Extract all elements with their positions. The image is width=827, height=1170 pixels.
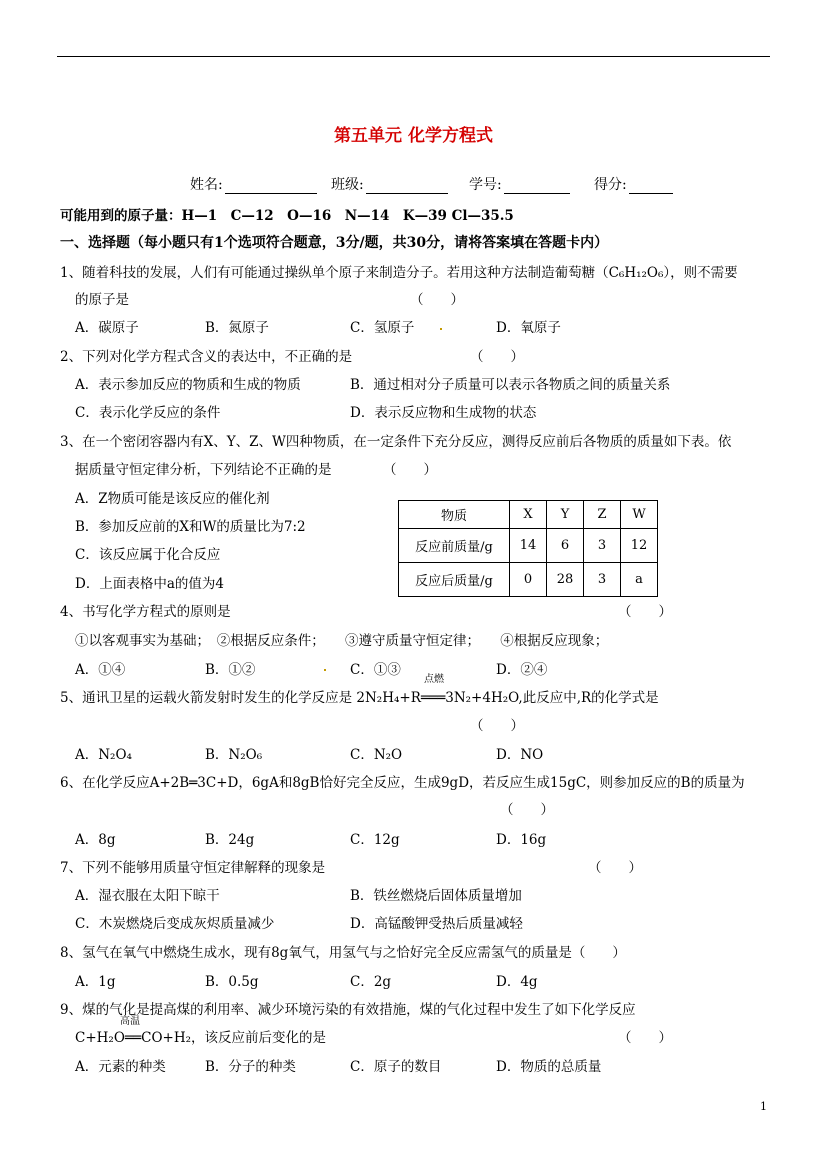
table-cell: 反应前质量/g — [399, 529, 510, 563]
q8-option-d[interactable]: D．4g — [496, 974, 538, 990]
page-title: 第五单元 化学方程式 — [334, 126, 493, 146]
table-cell: 12 — [621, 529, 658, 563]
table-header-cell: Z — [584, 501, 621, 529]
class-field[interactable] — [331, 174, 448, 194]
q1-option-b[interactable]: B．氮原子 — [205, 320, 269, 336]
q5-option-a[interactable]: A．N₂O₄ — [75, 747, 132, 763]
q3-stem-line1: 3、在一个密闭容器内有X、Y、Z、W四种物质，在一定条件下充分反应，测得反应前后各物质的质量如下表。依 — [60, 434, 732, 450]
q8-option-c[interactable]: C．2g — [350, 974, 392, 990]
table-header-cell: Y — [547, 501, 584, 529]
q3-stem-line2: 据质量守恒定律分析，下列结论不正确的是 — [75, 462, 332, 478]
q4-answer-paren[interactable]: （ ） — [618, 604, 672, 620]
section-heading: 一、选择题（每小题只有1个选项符合题意，3分/题，共30分，请将答案填在答题卡内） — [60, 235, 609, 251]
q6-answer-paren[interactable]: （ ） — [500, 802, 554, 818]
q6-option-d[interactable]: D．16g — [496, 832, 547, 848]
score-blank[interactable] — [629, 178, 673, 194]
q5-option-c[interactable]: C．N₂O — [350, 747, 403, 763]
table-cell: 3 — [584, 563, 621, 597]
table-cell: 3 — [584, 529, 621, 563]
table-header-cell: X — [510, 501, 547, 529]
q1-answer-paren[interactable]: （ ） — [410, 292, 464, 308]
q4-option-d[interactable]: D．②④ — [496, 662, 548, 678]
q1-option-d[interactable]: D．氧原子 — [496, 320, 561, 336]
header-rule — [57, 56, 770, 57]
table-cell: 6 — [547, 529, 584, 563]
q6-option-a[interactable]: A．8g — [75, 832, 116, 848]
q4-stem: 4、书写化学方程式的原则是 — [60, 604, 231, 620]
mass-table — [398, 500, 658, 597]
name-field[interactable] — [190, 174, 317, 194]
q7-answer-paren[interactable]: （ ） — [588, 860, 642, 876]
table-cell: 14 — [510, 529, 547, 563]
q3-option-d[interactable]: D．上面表格中a的值为4 — [75, 576, 224, 592]
q8-option-b[interactable]: B．0.5g — [205, 974, 259, 990]
q3-option-b[interactable]: B．参加反应前的X和W的质量比为7:2 — [75, 519, 306, 535]
table-header-row — [399, 501, 658, 529]
q9-option-d[interactable]: D．物质的总质量 — [496, 1059, 602, 1075]
q3-answer-paren[interactable]: （ ） — [383, 462, 437, 478]
q4-option-b[interactable]: B．①② — [205, 662, 256, 678]
q2-option-a[interactable]: A．表示参加反应的物质和生成的物质 — [75, 377, 301, 393]
q7-stem: 7、下列不能够用质量守恒定律解释的现象是 — [60, 860, 326, 876]
q1-option-a[interactable]: A．碳原子 — [75, 320, 139, 336]
q2-option-c[interactable]: C．表示化学反应的条件 — [75, 405, 221, 421]
q1-stem-line2: 的原子是 — [75, 292, 129, 308]
q6-stem: 6、在化学反应A+2B═3C+D，6gA和8gB恰好完全反应，生成9gD，若反应生成15gC，则参加反应的B的质量为 — [60, 775, 745, 791]
id-blank[interactable] — [504, 178, 570, 194]
q6-option-c[interactable]: C．12g — [350, 832, 400, 848]
atomic-masses: 可能用到的原子量：H—1 C—12 O—16 N—14 K—39 Cl—35.5 — [60, 208, 514, 224]
q3-option-c[interactable]: C．该反应属于化合反应 — [75, 547, 221, 563]
table-row — [399, 529, 658, 563]
q1-option-c[interactable]: C．氢原子 — [350, 320, 415, 336]
score-field[interactable] — [594, 174, 673, 194]
q8-option-a[interactable]: A．1g — [75, 974, 116, 990]
id-field[interactable] — [469, 174, 570, 194]
table-cell: 28 — [547, 563, 584, 597]
q3-option-a[interactable]: A．Z物质可能是该反应的催化剂 — [75, 491, 270, 507]
class-blank[interactable] — [366, 178, 448, 194]
q9-option-c[interactable]: C．原子的数目 — [350, 1059, 442, 1075]
table-cell: 反应后质量/g — [399, 563, 510, 597]
table-header-cell: 物质 — [399, 501, 510, 529]
speck-mark — [324, 669, 326, 671]
q5-answer-paren[interactable]: （ ） — [470, 718, 524, 734]
id-label: 学号: — [469, 177, 502, 193]
q2-option-d[interactable]: D．表示反应物和生成物的状态 — [350, 405, 537, 421]
q5-option-d[interactable]: D．NO — [496, 747, 544, 763]
q2-stem: 2、下列对化学方程式含义的表达中，不正确的是 — [60, 349, 353, 365]
q7-option-d[interactable]: D．高锰酸钾受热后质量减轻 — [350, 916, 523, 932]
class-label: 班级: — [331, 177, 364, 193]
q7-option-b[interactable]: B．铁丝燃烧后固体质量增加 — [350, 888, 522, 904]
q4-option-c[interactable]: C．①③ — [350, 662, 401, 678]
q6-option-b[interactable]: B．24g — [205, 832, 255, 848]
q7-option-a[interactable]: A．湿衣服在太阳下晾干 — [75, 888, 220, 904]
q2-option-b[interactable]: B．通过相对分子质量可以表示各物质之间的质量关系 — [350, 377, 671, 393]
q9-stem-line1: 9、煤的气化是提高煤的利用率、减少环境污染的有效措施，煤的气化过程中发生了如下化学反应 — [60, 1002, 636, 1018]
q9-condition-label: 高温 — [120, 1016, 140, 1027]
q5-option-b[interactable]: B．N₂O₆ — [205, 747, 263, 763]
q2-answer-paren[interactable]: （ ） — [470, 349, 524, 365]
q4-principles: ①以客观事实为基础； ②根据反应条件； ③遵守质量守恒定律； ④根据反应现象； — [75, 633, 609, 649]
q5-condition-label: 点燃 — [424, 674, 444, 685]
table-row — [399, 563, 658, 597]
q9-stem-line2: C+H₂O══CO+H₂，该反应前后变化的是 — [75, 1030, 327, 1046]
q9-option-a[interactable]: A．元素的种类 — [75, 1059, 166, 1075]
q1-stem-line1: 1、随着科技的发展，人们有可能通过操纵单个原子来制造分子。若用这种方法制造葡萄糖（C₆H₁₂O₆），则不需要 — [60, 265, 738, 281]
q8-stem: 8、氢气在氧气中燃烧生成水，现有8g氧气，用氢气与之恰好完全反应需氢气的质量是（ ） — [60, 945, 626, 961]
speck-mark — [440, 328, 442, 330]
q9-answer-paren[interactable]: （ ） — [618, 1030, 672, 1046]
table-cell: a — [621, 563, 658, 597]
q9-option-b[interactable]: B．分子的种类 — [205, 1059, 296, 1075]
table-header-cell: W — [621, 501, 658, 529]
q4-option-a[interactable]: A．①④ — [75, 662, 126, 678]
name-label: 姓名: — [190, 177, 223, 193]
table-cell: 0 — [510, 563, 547, 597]
name-blank[interactable] — [225, 178, 317, 194]
q7-option-c[interactable]: C．木炭燃烧后变成灰烬质量减少 — [75, 916, 275, 932]
page-number: 1 — [760, 1100, 767, 1113]
q5-stem: 5、通讯卫星的运载火箭发射时发生的化学反应是 2N₂H₄+R═══3N₂+4H₂O,此反应中,R的化学式是 — [60, 690, 659, 706]
score-label: 得分: — [594, 177, 627, 193]
